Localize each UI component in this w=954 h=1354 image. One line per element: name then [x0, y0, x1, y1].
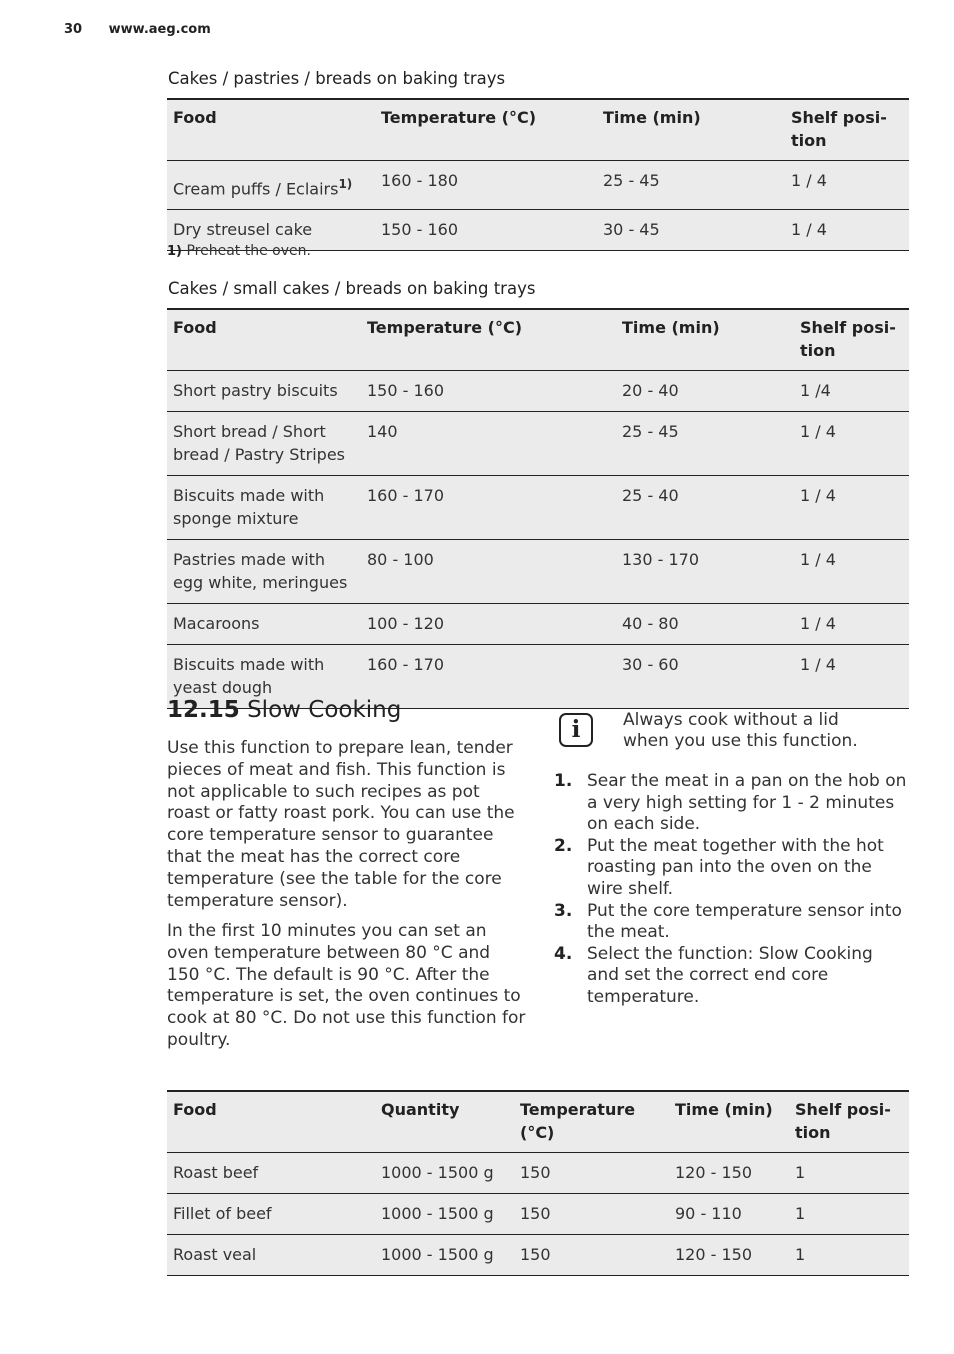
temperature-paragraph: In the first 10 minutes you can set an oven temperature between 80 °C and 150 °C. The default is 90 °C. After the temperature is set, the oven continues to cook at 80 °C. Do not use this function for poultry. [167, 921, 526, 1050]
food-cell: Short bread / Short bread / Pastry Stripes [167, 412, 361, 476]
table-row [167, 161, 909, 210]
shelf-cell: 1 / 4 [794, 645, 909, 709]
header-quantity: Quantity [375, 1091, 514, 1153]
shelf-cell: 1 [789, 1194, 909, 1235]
footnote-ref: 1) [338, 177, 353, 191]
header-temperature: Temperature (°C) [514, 1091, 669, 1153]
shelf-cell: 1 / 4 [794, 476, 909, 540]
food-cell: Roast veal [167, 1235, 375, 1276]
table-row [167, 540, 909, 604]
table-row [167, 1194, 909, 1235]
shelf-cell: 1 / 4 [794, 604, 909, 645]
food-cell: Pastries made with egg white, meringues [167, 540, 361, 604]
time-cell: 90 - 110 [669, 1194, 789, 1235]
food-cell: Macaroons [167, 604, 361, 645]
food-cell: Short pastry biscuits [167, 371, 361, 412]
header-shelf-position: Shelf posi- tion [785, 99, 909, 161]
table-footnote [167, 243, 311, 259]
time-cell: 120 - 150 [669, 1235, 789, 1276]
website-url: www.aeg.com [108, 22, 211, 37]
header-temperature: Temperature (°C) [361, 309, 616, 371]
table2-caption: Cakes / small cakes / breads on baking trays [168, 279, 536, 298]
info-note: Always cook without a lid when you use this function. [623, 710, 858, 751]
footnote-text: Preheat the oven. [186, 243, 311, 259]
temperature-cell: 160 - 180 [375, 161, 597, 210]
slow-cooking-table [167, 1090, 909, 1276]
temperature-cell: 80 - 100 [361, 540, 616, 604]
list-item [554, 901, 910, 944]
shelf-cell: 1 [789, 1153, 909, 1194]
step-number: 2. [554, 835, 573, 856]
temperature-cell: 150 - 160 [375, 210, 597, 251]
temperature-cell: 150 - 160 [361, 371, 616, 412]
intro-paragraph: Use this function to prepare lean, tender pieces of meat and fish. This function is not applicable to such recipes as pot roast or fatty roast pork. You can use the core temperature sensor to guarantee that the meat has the correct core temperature (see the table for the core temperature sensor). [167, 738, 515, 911]
time-cell: 30 - 60 [616, 645, 794, 709]
info-icon: i [559, 713, 593, 747]
quantity-cell: 1000 - 1500 g [375, 1153, 514, 1194]
time-cell: 130 - 170 [616, 540, 794, 604]
table-row [167, 604, 909, 645]
baking-trays-table [167, 98, 909, 251]
footnote-marker: 1) [167, 244, 182, 259]
header-food: Food [167, 309, 361, 371]
time-cell: 120 - 150 [669, 1153, 789, 1194]
step-text: Sear the meat in a pan on the hob on a very high setting for 1 - 2 minutes on each side. [587, 771, 907, 835]
temperature-cell: 150 [514, 1194, 669, 1235]
time-cell: 20 - 40 [616, 371, 794, 412]
header-time: Time (min) [616, 309, 794, 371]
step-text: Put the core temperature sensor into the meat. [587, 900, 902, 943]
time-cell: 25 - 45 [597, 161, 785, 210]
step-text: Put the meat together with the hot roasting pan into the oven on the wire shelf. [587, 835, 884, 899]
header-temperature: Temperature (°C) [375, 99, 597, 161]
section-number: 12.15 [167, 697, 240, 723]
step-number: 4. [554, 943, 573, 964]
header-shelf-position: Shelf posi- tion [794, 309, 909, 371]
section-title: Slow Cooking [247, 697, 402, 723]
list-item [554, 771, 910, 836]
food-name: Cream puffs / Eclairs [173, 179, 339, 199]
temperature-cell: 160 - 170 [361, 476, 616, 540]
header-shelf-position: Shelf posi- tion [789, 1091, 909, 1153]
shelf-cell: 1 / 4 [794, 412, 909, 476]
food-cell: Biscuits made with yeast dough [167, 645, 361, 709]
temperature-cell: 100 - 120 [361, 604, 616, 645]
food-cell: Roast beef [167, 1153, 375, 1194]
header-time: Time (min) [669, 1091, 789, 1153]
header-food: Food [167, 1091, 375, 1153]
temperature-cell: 160 - 170 [361, 645, 616, 709]
step-number: 3. [554, 900, 573, 921]
page-number: 30 [64, 22, 83, 37]
shelf-cell: 1 /4 [794, 371, 909, 412]
temperature-cell: 140 [361, 412, 616, 476]
shelf-cell: 1 / 4 [785, 210, 909, 251]
table-row [167, 1235, 909, 1276]
temperature-cell: 150 [514, 1235, 669, 1276]
table-row [167, 1153, 909, 1194]
step-text: Select the function: Slow Cooking and set the correct end core temperature. [587, 943, 873, 1007]
table-header-row [167, 99, 909, 161]
instruction-steps [554, 771, 910, 1009]
time-cell: 40 - 80 [616, 604, 794, 645]
table-row [167, 371, 909, 412]
list-item [554, 836, 910, 901]
quantity-cell: 1000 - 1500 g [375, 1235, 514, 1276]
header-food: Food [167, 99, 375, 161]
page-header [64, 22, 211, 37]
time-cell: 25 - 40 [616, 476, 794, 540]
table-row [167, 412, 909, 476]
food-cell: Dry streusel cake [167, 210, 375, 251]
header-time: Time (min) [597, 99, 785, 161]
time-cell: 30 - 45 [597, 210, 785, 251]
shelf-cell: 1 [789, 1235, 909, 1276]
list-item [554, 944, 910, 1009]
shelf-cell: 1 / 4 [794, 540, 909, 604]
section-heading [167, 697, 401, 723]
temperature-cell: 150 [514, 1153, 669, 1194]
table1-caption: Cakes / pastries / breads on baking trays [168, 69, 506, 88]
table-header-row [167, 309, 909, 371]
table-header-row [167, 1091, 909, 1153]
step-number: 1. [554, 771, 573, 791]
table-row [167, 476, 909, 540]
food-cell [167, 161, 375, 210]
food-cell: Biscuits made with sponge mixture [167, 476, 361, 540]
quantity-cell: 1000 - 1500 g [375, 1194, 514, 1235]
small-cakes-table [167, 308, 909, 709]
time-cell: 25 - 45 [616, 412, 794, 476]
food-cell: Fillet of beef [167, 1194, 375, 1235]
shelf-cell: 1 / 4 [785, 161, 909, 210]
